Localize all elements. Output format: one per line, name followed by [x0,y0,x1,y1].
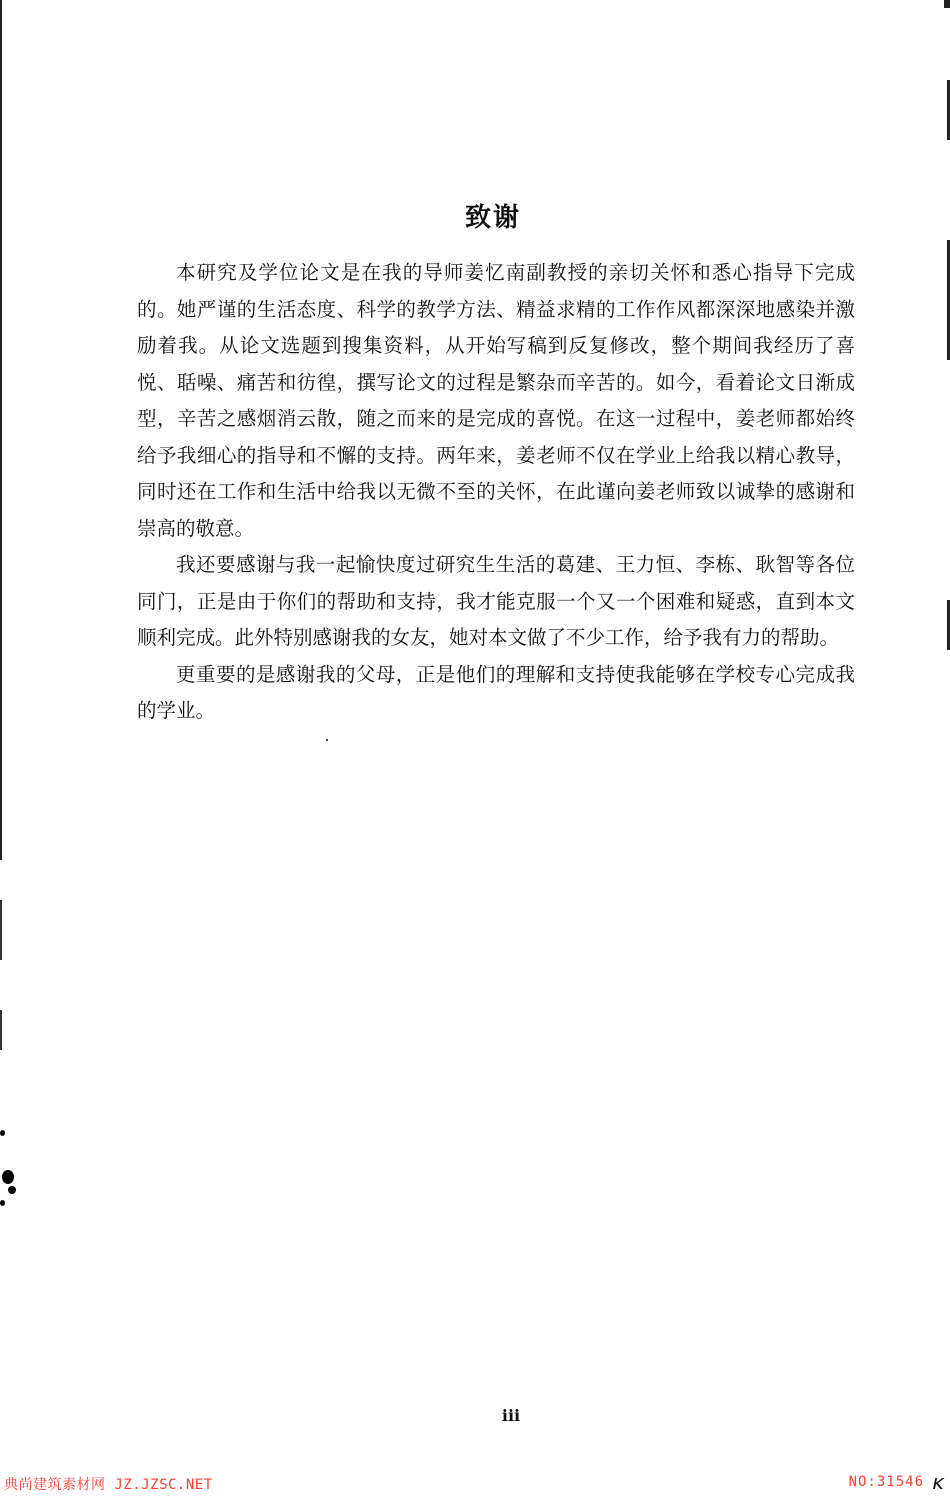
watermark-number-text: NO:31546 [848,1474,924,1490]
watermark-footer [4,1470,946,1494]
scan-edge-left [0,0,2,860]
paragraph: 我还要感谢与我一起愉快度过研究生生活的葛建、王力恒、李栋、耿智等各位同门，正是由于你们的帮助和支持，我才能克服一个又一个困难和疑惑，直到本文顺利完成。此外特别感谢我的女友，她对本文做了不少工作，给予我有力的帮助。 [137,553,855,649]
paragraph: 更重要的是感谢我的父母，正是他们的理解和支持使我能够在学校专心完成我的学业。 [137,662,855,722]
scan-speck [0,1200,5,1206]
scan-edge-left-dash [0,900,2,960]
scan-speck [326,739,328,741]
scan-edge-left-dash [0,1010,2,1050]
scan-speck [8,1186,16,1194]
watermark-site-text: 典尚建筑素材网 JZ.JZSC.NET [4,1477,213,1493]
acknowledgement-body [137,255,855,730]
paragraph: 本研究及学位论文是在我的导师姜忆南副教授的亲切关怀和悉心指导下完成的。她严谨的生活态度、科学的教学方法、精益求精的工作作风都深深地感染并激励着我。从论文选题到搜集资料，从开始写稿到反复修改，整个期间我经历了喜悦、聒噪、痛苦和彷徨，撰写论文的过程是繁杂而辛苦的。如今，看着论文日渐成型，辛苦之感烟消云散，随之而来的是完成的喜悦。在这一过程中，姜老师都始终给予我细心的指导和不懈的支持。两年来，姜老师不仅在学业上给我以精心教导，同时还在工作和生活中给我以无微不至的关怀，在此谨向姜老师致以诚挚的感谢和崇高的敬意。 [137,261,855,540]
corner-pen-mark-icon: ĸ [932,1470,944,1494]
page-number: iii [501,1406,521,1425]
scan-speck [0,1130,5,1136]
scan-edge-top-right [944,0,950,8]
scan-speck [2,1170,14,1184]
page-title: 致谢 [464,203,521,234]
